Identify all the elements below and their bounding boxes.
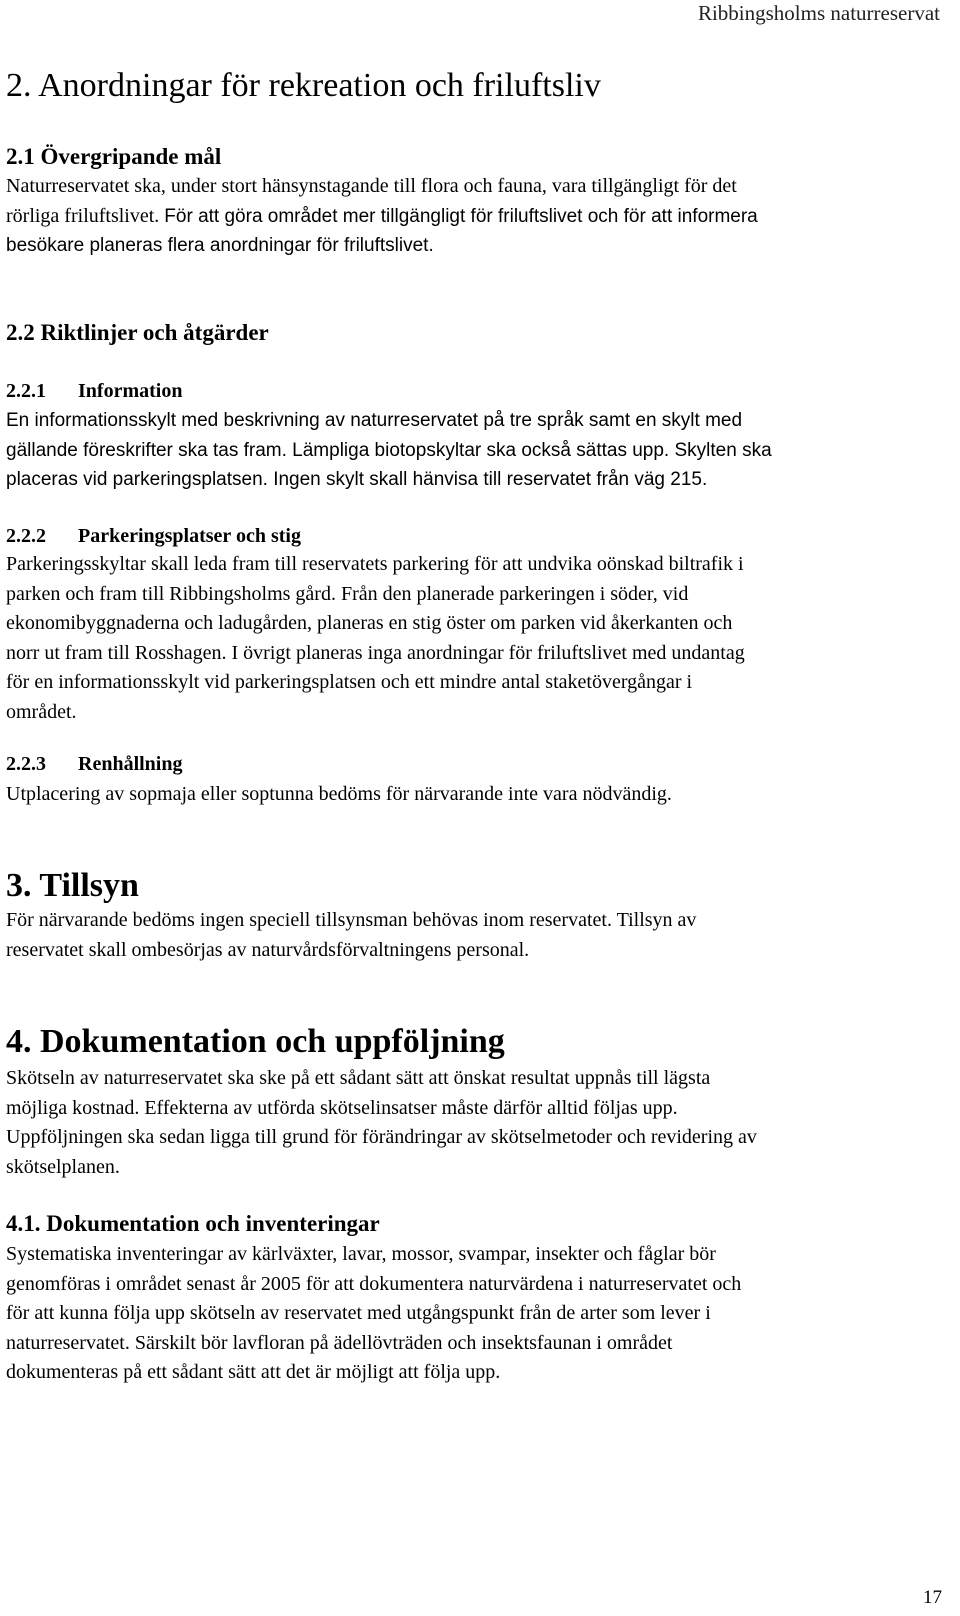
text-line: besökare planeras flera anordningar för friluftslivet. <box>6 235 434 256</box>
text-span: För att göra området mer tillgängligt för friluftslivet och för att informera <box>164 205 758 227</box>
section-2-2-3-heading <box>6 751 946 777</box>
running-header: Ribbingsholms naturreservat <box>697 1 940 25</box>
section-number: 2.2.3 <box>6 753 46 775</box>
text-line: gällande föreskrifter ska tas fram. Lämpliga biotopskyltar ska också sättas upp. Skylten ska <box>6 439 772 461</box>
section-title: Renhållning <box>78 753 183 775</box>
section-4-heading: 4. Dokumentation och uppföljning <box>6 1023 505 1060</box>
section-2-2-1-paragraph <box>6 406 946 495</box>
text-line: området. <box>6 700 77 723</box>
text-line: ekonomibyggnaderna och ladugården, planeras en stig öster om parken vid åkerkanten och <box>6 612 733 634</box>
text-line: för en informationsskylt vid parkeringsplatsen och ett mindre antal staketövergångar i <box>6 671 693 693</box>
section-title: Information <box>78 380 183 402</box>
section-2-heading: 2. Anordningar för rekreation och friluftsliv <box>6 67 601 104</box>
text-line: Skötseln av naturreservatet ska ske på ett sådant sätt att önskat resultat uppnås till lägsta <box>6 1067 711 1089</box>
text-line: dokumenteras på ett sådant sätt att det är möjligt att följa upp. <box>6 1361 501 1383</box>
section-4-1-paragraph <box>6 1240 946 1388</box>
text-line: för att kunna följa upp skötseln av reservatet med utgångspunkt från de arter som lever i <box>6 1302 711 1324</box>
section-title: Parkeringsplatser och stig <box>78 525 301 547</box>
text-line: naturreservatet. Särskilt bör lavfloran på ädellövträden och insektsfaunan i området <box>6 1331 673 1354</box>
section-2-2-2-paragraph <box>6 550 946 727</box>
text-line: Naturreservatet ska, under stort hänsynstagande till flora och fauna, vara tillgängligt för det <box>6 175 737 197</box>
text-line: norr ut fram till Rosshagen. I övrigt planeras inga anordningar för friluftslivet med undantag <box>6 641 745 664</box>
text-line: möjliga kostnad. Effekterna av utförda skötselinsatser måste därför alltid följas upp. <box>6 1096 678 1119</box>
section-2-2-heading: 2.2 Riktlinjer och åtgärder <box>6 320 269 345</box>
text-line: reservatet skall ombesörjas av naturvårdsförvaltningens personal. <box>6 938 530 961</box>
section-4-1-heading: 4.1. Dokumentation och inventeringar <box>6 1211 380 1236</box>
section-3-paragraph <box>6 906 946 965</box>
text-line: En informationsskylt med beskrivning av naturreservatet på tre språk samt en skylt med <box>6 410 743 431</box>
text-span: rörliga friluftslivet. <box>6 204 165 227</box>
text-line: För närvarande bedöms ingen speciell tillsynsman behövas inom reservatet. Tillsyn av <box>6 909 697 931</box>
section-3-heading: 3. Tillsyn <box>6 867 139 904</box>
text-line <box>6 202 946 232</box>
text-line: Systematiska inventeringar av kärlväxter, lavar, mossor, svampar, insekter och fåglar bör <box>6 1243 716 1265</box>
text-line: parken och fram till Ribbingsholms gård. Från den planerade parkeringen i söder, vid <box>6 582 689 605</box>
text-line: skötselplanen. <box>6 1155 120 1178</box>
text-line: Utplacering av sopmaja eller soptunna bedöms för närvarande inte vara nödvändig. <box>6 783 672 805</box>
text-line: genomföras i området senast år 2005 för att dokumentera naturvärdena i naturreservatet och <box>6 1272 742 1295</box>
section-2-2-3-paragraph <box>6 780 946 810</box>
text-line: placeras vid parkeringsplatsen. Ingen skylt skall hänvisa till reservatet från väg 215. <box>6 469 708 490</box>
section-2-2-2-heading <box>6 523 946 549</box>
section-4-paragraph <box>6 1064 946 1182</box>
section-2-1-paragraph <box>6 172 946 261</box>
section-number: 2.2.2 <box>6 525 46 547</box>
text-line: Uppföljningen ska sedan ligga till grund för förändringar av skötselmetoder och revidering av <box>6 1126 757 1148</box>
text-line: Parkeringsskyltar skall leda fram till reservatets parkering för att undvika oönskad biltrafik i <box>6 553 744 575</box>
page-number: 17 <box>923 1587 942 1608</box>
section-2-2-1-heading <box>6 378 946 404</box>
section-2-1-heading: 2.1 Övergripande mål <box>6 144 222 169</box>
section-number: 2.2.1 <box>6 380 46 402</box>
